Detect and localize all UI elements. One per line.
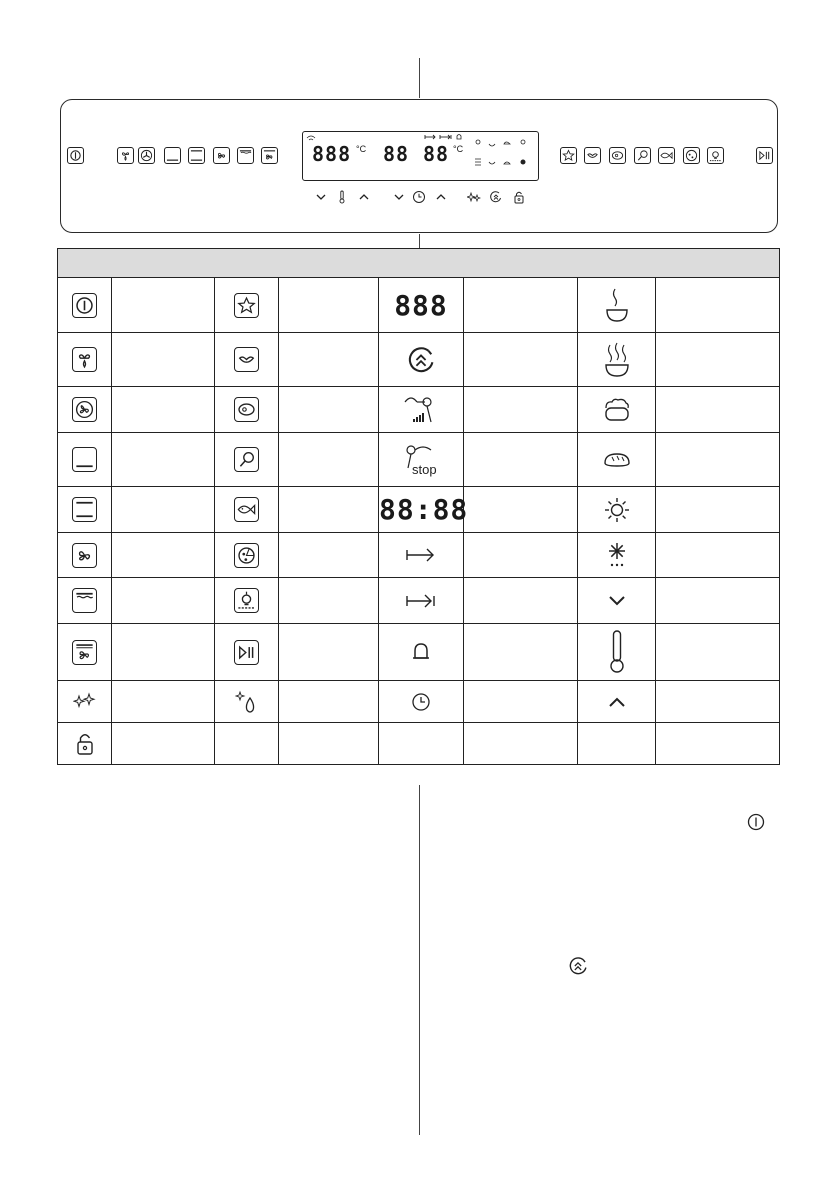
bottom-heat-icon xyxy=(166,149,179,162)
temperature-up-button[interactable] xyxy=(357,190,371,204)
power-inline-icon xyxy=(746,812,766,832)
fan-heat-icon xyxy=(72,543,97,568)
play-pause-icon xyxy=(234,640,259,665)
mid-divider-line xyxy=(419,234,420,248)
hot-air-fan-icon xyxy=(72,397,97,422)
favourite-icon xyxy=(562,149,575,162)
top-bottom-heat-mode-button[interactable] xyxy=(188,147,205,164)
play-pause-icon xyxy=(758,149,771,162)
clock-icon xyxy=(412,190,426,204)
bottom-heat-mode-button[interactable] xyxy=(164,147,181,164)
rapid-heat-button[interactable] xyxy=(489,190,503,204)
clean-button[interactable] xyxy=(467,190,481,204)
lamp-button[interactable] xyxy=(707,147,724,164)
probe-stop-label: stop xyxy=(412,461,437,477)
sun-icon xyxy=(603,496,631,524)
legend-header xyxy=(58,249,780,278)
poultry-button[interactable] xyxy=(634,147,651,164)
table-row xyxy=(58,278,780,333)
legend-header-row xyxy=(58,249,780,278)
hot-air-fan-icon xyxy=(140,149,153,162)
power-icon xyxy=(69,149,82,162)
table-row xyxy=(58,533,780,578)
chevron-up-icon xyxy=(434,190,448,204)
favourite-button[interactable] xyxy=(560,147,577,164)
arrow-right-end-icon xyxy=(403,591,439,611)
segment-temperature-display-icon: 888 xyxy=(394,288,448,322)
grill-icon xyxy=(72,588,97,613)
chevron-up-icon xyxy=(605,692,629,712)
grill-fan-icon xyxy=(72,640,97,665)
time-down-button[interactable] xyxy=(392,190,406,204)
clock-button[interactable] xyxy=(412,190,426,204)
bread-icon xyxy=(602,451,632,469)
defrost-icon xyxy=(605,540,629,570)
start-pause-button[interactable] xyxy=(756,147,773,164)
time-up-button[interactable] xyxy=(434,190,448,204)
power-icon xyxy=(72,293,97,318)
pizza-icon xyxy=(234,543,259,568)
fish-button[interactable] xyxy=(658,147,675,164)
unlock-icon xyxy=(74,731,96,757)
column-divider-line xyxy=(419,785,420,1135)
temperature-down-button[interactable] xyxy=(314,190,328,204)
rapid-heat-icon xyxy=(405,344,437,376)
bottom-heat-icon xyxy=(72,447,97,472)
chevron-down-icon xyxy=(314,190,328,204)
unlock-icon xyxy=(512,190,526,204)
fan-heat-icon xyxy=(215,149,228,162)
grill-mode-button[interactable] xyxy=(237,147,254,164)
grill-fan-icon xyxy=(263,149,276,162)
table-row xyxy=(58,333,780,387)
display-digits-left: 888 xyxy=(312,142,352,166)
meat-icon xyxy=(234,397,259,422)
child-lock-button[interactable] xyxy=(512,190,526,204)
display-digits-mid: 88 xyxy=(383,142,410,166)
meat-icon xyxy=(611,149,624,162)
bell-icon xyxy=(409,639,433,665)
croissant-button[interactable] xyxy=(584,147,601,164)
top-bottom-heat-icon xyxy=(72,497,97,522)
lamp-icon xyxy=(234,588,259,613)
thermometer-icon xyxy=(606,629,628,675)
pizza-button[interactable] xyxy=(683,147,700,164)
favourite-icon xyxy=(234,293,259,318)
meat-probe-icon xyxy=(401,392,441,428)
table-row xyxy=(58,433,780,487)
segment-clock-display-icon: 88:88 xyxy=(379,493,469,526)
poultry-icon xyxy=(234,447,259,472)
fish-icon xyxy=(234,497,259,522)
lamp-icon xyxy=(709,149,722,162)
lcd-display xyxy=(302,131,539,181)
croissant-icon xyxy=(586,149,599,162)
table-row xyxy=(58,487,780,533)
chevron-down-icon xyxy=(392,190,406,204)
clock-icon xyxy=(410,691,432,713)
power-button[interactable] xyxy=(67,147,84,164)
poultry-icon xyxy=(636,149,649,162)
clean-icon xyxy=(73,691,97,713)
table-row xyxy=(58,578,780,624)
proving-dough-icon xyxy=(602,395,632,425)
symbol-legend-table xyxy=(57,248,780,765)
steam-bowl-icon xyxy=(602,285,632,325)
table-row xyxy=(58,387,780,433)
hot-air-mode-button[interactable] xyxy=(138,147,155,164)
grill-icon xyxy=(239,149,252,162)
clean-icon xyxy=(467,190,481,204)
thermometer-icon xyxy=(335,190,349,204)
fan-steam-mode-button[interactable] xyxy=(117,147,134,164)
fan-heat-mode-button[interactable] xyxy=(213,147,230,164)
grill-fan-mode-button[interactable] xyxy=(261,147,278,164)
strong-steam-bowl-icon xyxy=(600,340,634,380)
table-row xyxy=(58,624,780,681)
table-row xyxy=(58,681,780,723)
meat-button[interactable] xyxy=(609,147,626,164)
table-row xyxy=(58,723,780,765)
pizza-icon xyxy=(685,149,698,162)
display-digits-right: 88 xyxy=(423,142,450,166)
top-bottom-heat-icon xyxy=(190,149,203,162)
display-unit-left: °C xyxy=(356,144,367,154)
fan-steam-icon xyxy=(72,347,97,372)
steam-drop-icon xyxy=(235,689,259,715)
probe-stop-icon xyxy=(399,440,443,480)
temperature-indicator xyxy=(335,190,349,204)
chevron-down-icon xyxy=(605,591,629,611)
rapid-heat-icon xyxy=(489,190,503,204)
display-unit-right: °C xyxy=(453,144,464,154)
chevron-up-icon xyxy=(357,190,371,204)
croissant-icon xyxy=(234,347,259,372)
fan-steam-icon xyxy=(119,149,132,162)
rapid-heat-inline-icon xyxy=(567,955,589,977)
fish-icon xyxy=(660,149,673,162)
top-divider-line xyxy=(419,58,420,98)
arrow-right-icon xyxy=(403,545,439,565)
